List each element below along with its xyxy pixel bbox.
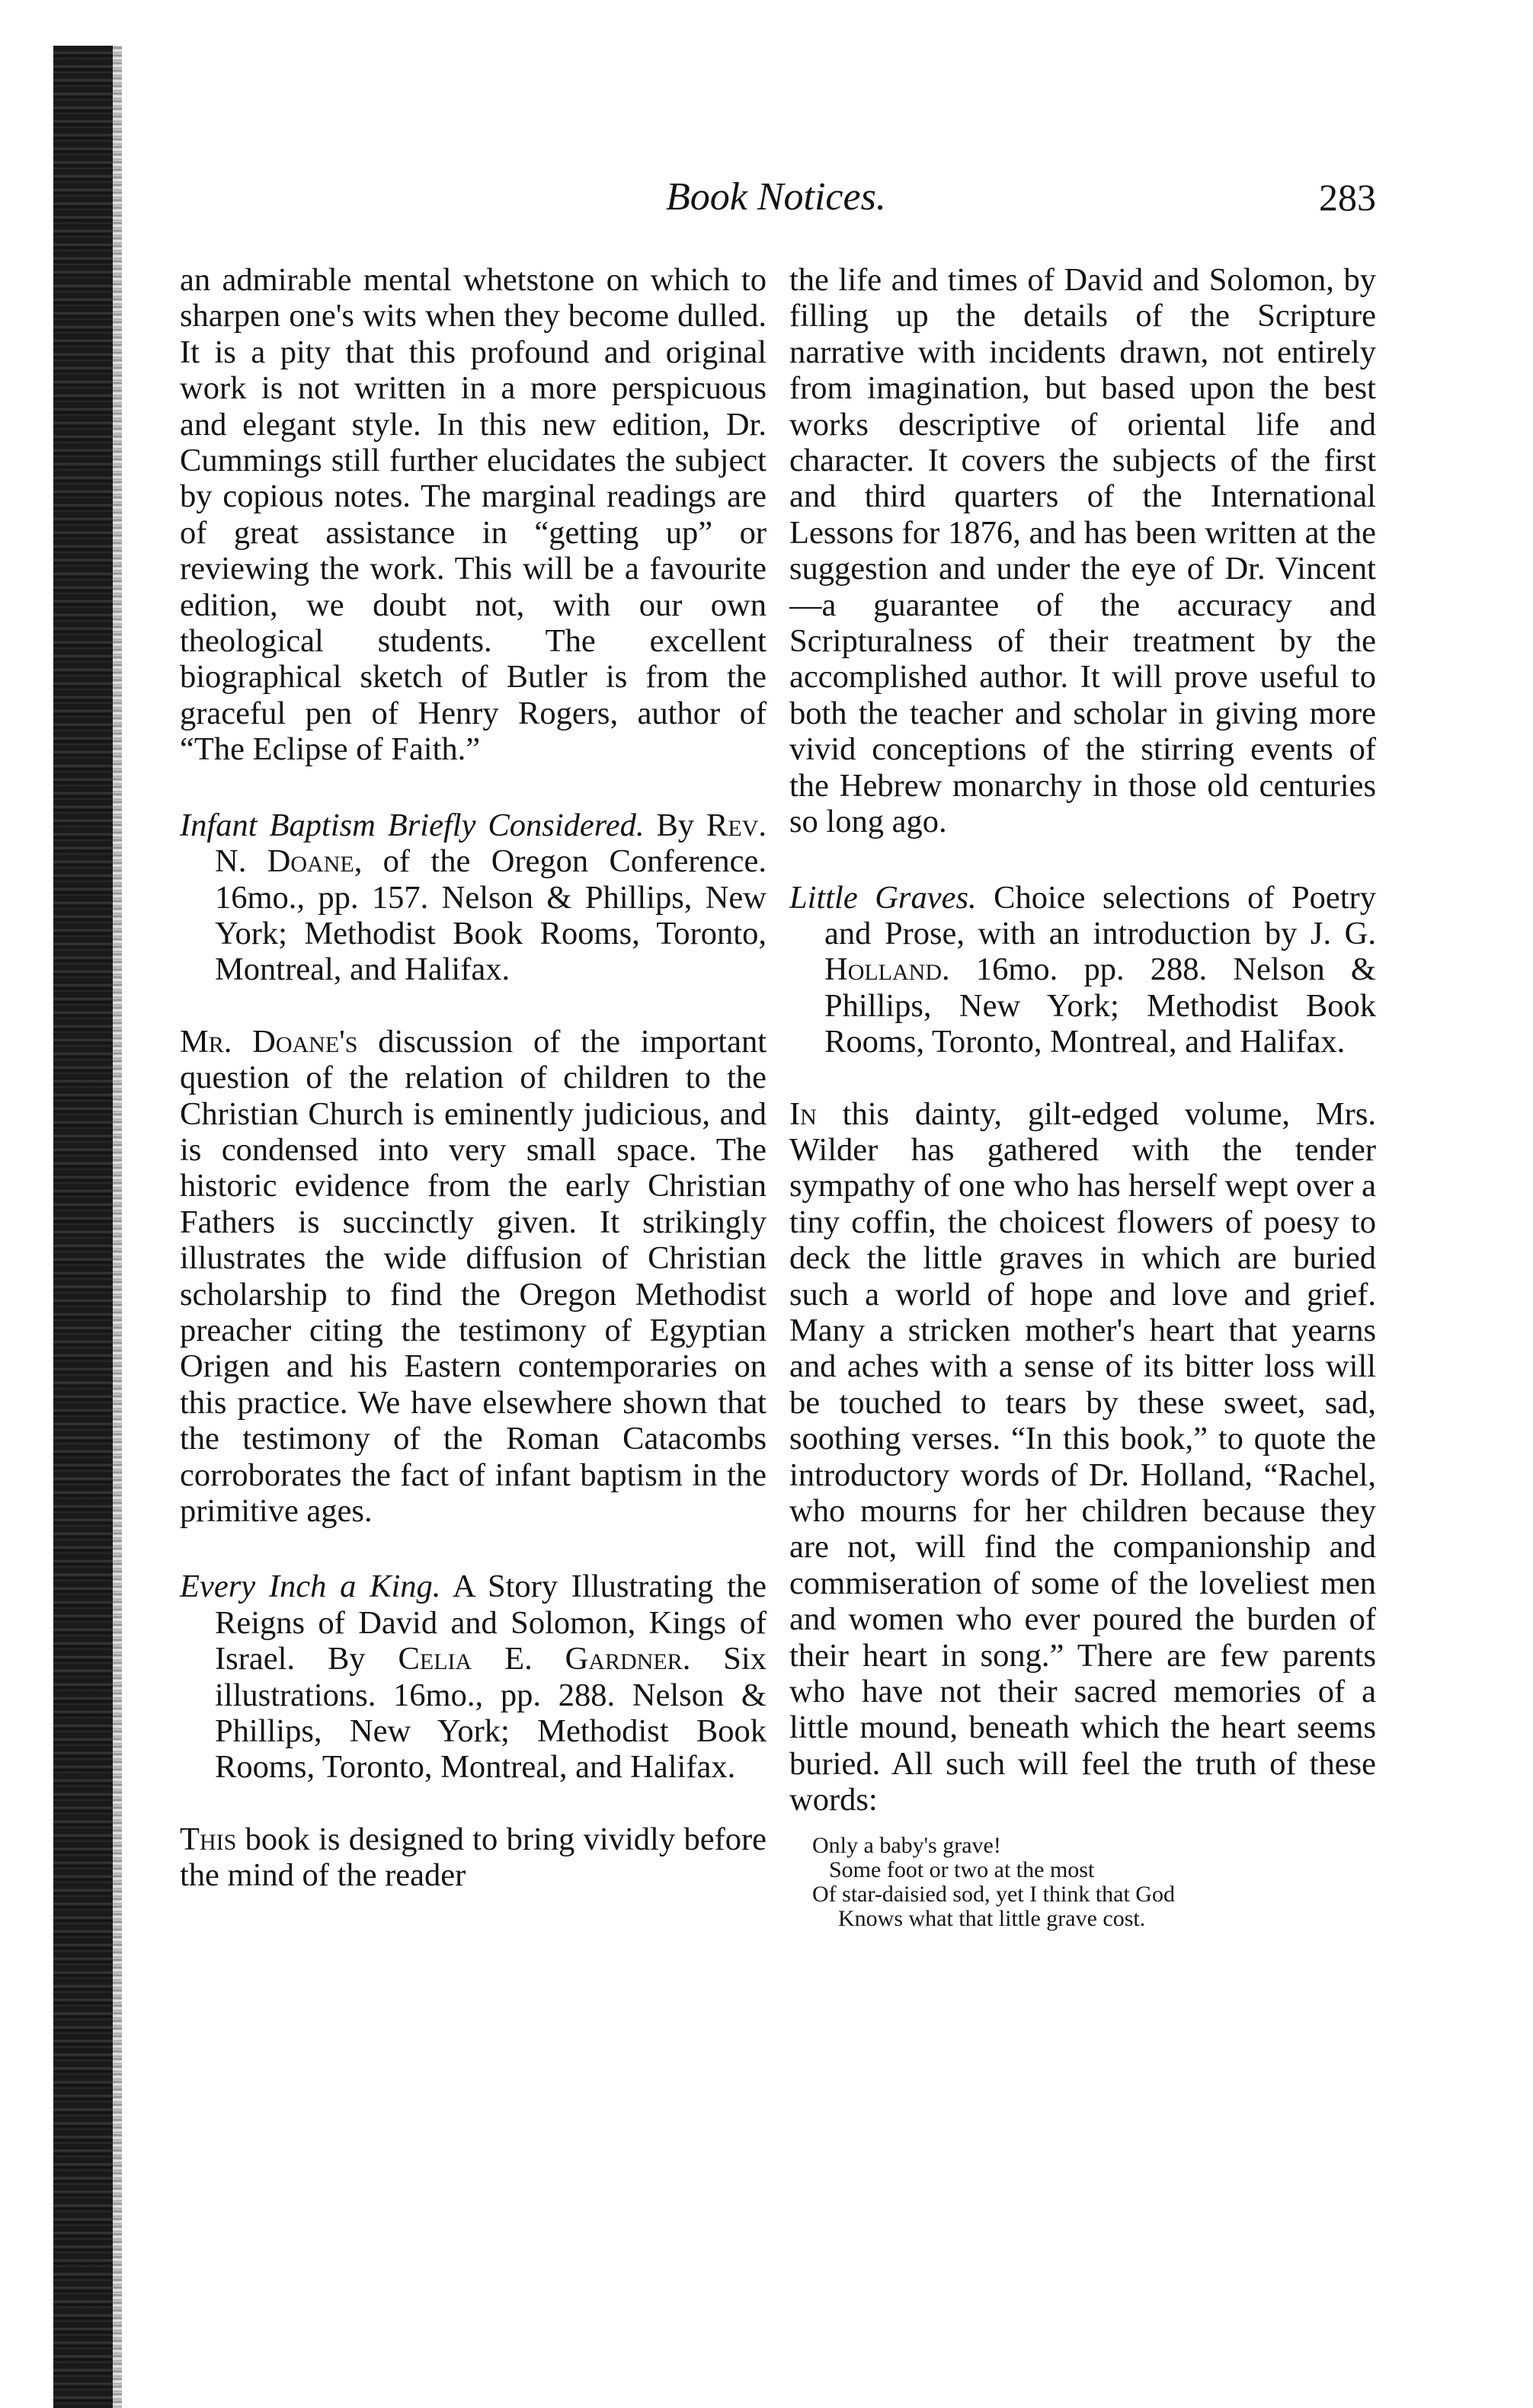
review-lead: This <box>180 1821 237 1857</box>
poem-line: Only a baby's grave! <box>812 1832 1001 1858</box>
review-paragraph <box>180 1821 766 1894</box>
review-paragraph <box>789 1096 1376 1818</box>
poem-line: Knows what that little grave cost. <box>838 1905 1146 1931</box>
review-text: this dainty, gilt-edged volume, Mrs. Wilder has gathered with the tender sympathy of one who has herself wept over a tiny coffin, the choicest flowers of poesy to deck the little graves in which are buried such a world of hope and love and grief. Many a stricken mother's heart that yearns and aches with a sense of its bitter loss will be touched to tears by these sweet, sad, soothing verses. “In this book,” to quote the introductory words of Dr. Holland, “Rachel, who mourns for her children because they are not, will find the companionship and commiseration of some of the loveliest men and women who ever poured the burden of their heart in song.” There are few parents who have not their sacred memories of a little mound, beneath which the heart seems buried. All such will feel the truth of these words: <box>789 1095 1376 1818</box>
review-text: discussion of the important question of the relation of children to the Christian Church is eminently judicious, and is condensed into very small space. The historic evidence from the early Christian Fathers is succinctly given. It strikingly illustrates the wide diffusion of Christian scholarship to find the Oregon Methodist preacher citing the testimony of Egyptian Origen and his Eastern contemporaries on this practice. We have elsewhere shown that the testimony of the Roman Catacombs corroborates the fact of infant baptism in the primitive ages. <box>180 1023 767 1529</box>
page-header <box>180 171 1376 224</box>
review-lead: In <box>789 1095 817 1132</box>
book-notice-every-inch-a-king <box>180 1569 766 1785</box>
review-text: book is designed to bring vividly before the mind of the reader <box>180 1821 766 1894</box>
book-title: Every Inch a King. <box>180 1569 441 1605</box>
notice-text: , of the Oregon Conference. 16mo., pp. 157. Nelson & Phillips, New York; Methodist Book Rooms, Toronto, Montreal, and Halifax. <box>215 843 766 988</box>
poem-quote <box>789 1834 1376 1931</box>
book-title: Little Graves. <box>789 879 977 916</box>
notice-text: By <box>644 807 707 843</box>
notice-text: . Six illustrations. 16mo., pp. 288. Nelson & Phillips, New York; Methodist Book Rooms, Toronto, Montreal, and Halifax. <box>215 1641 766 1786</box>
book-notice-infant-baptism <box>180 807 766 988</box>
book-author: Celia E. Gardner <box>398 1641 683 1677</box>
review-lead: Mr. Doane's <box>180 1023 358 1060</box>
book-spine-edge <box>53 46 113 2408</box>
right-column <box>789 262 1376 1931</box>
book-author: J. G. Holland <box>824 915 1376 988</box>
running-head: Book Notices. <box>666 175 886 219</box>
notice-text: A Story Illustrating the Reigns of David and Solomon, Kings of Israel. By <box>215 1569 766 1677</box>
left-column <box>180 262 766 1894</box>
notice-text: . 16mo. pp. 288. Nelson & Phillips, New York; Methodist Book Rooms, Toronto, Montreal, and Halifax. <box>824 951 1376 1060</box>
continued-paragraph: an admirable mental whetstone on which to sharpen one's wits when they become dulled. It is a pity that this profound and original work is not written in a more perspicuous and elegant style. In this new edition, Dr. Cummings still further elucidates the subject by copious notes. The marginal readings are of great assistance in “getting up” or reviewing the work. This will be a favourite edition, we doubt not, with our own theological students. The excellent biographical sketch of Butler is from the graceful pen of Henry Rogers, author of “The Eclipse of Faith.” <box>180 262 766 768</box>
poem-line: Some foot or two at the most <box>829 1856 1095 1882</box>
poem-line: Of star-daisied sod, yet I think that God <box>812 1881 1175 1907</box>
book-notice-little-graves <box>789 880 1376 1060</box>
book-title: Infant Baptism Briefly Considered. <box>180 807 645 843</box>
notice-text: Choice selections of Poetry and Prose, with an introduction by <box>824 879 1377 951</box>
continued-paragraph: the life and times of David and Solomon, by filling up the details of the Scripture narrative with incidents drawn, not entirely from imagination, but based upon the best works descriptive of oriental life and character. It covers the subjects of the first and third quarters of the International Lessons for 1876, and has been written at the suggestion and under the eye of Dr. Vincent—a guarantee of the accuracy and Scripturalness of their treatment by the accomplished author. It will prove useful to both the teacher and scholar in giving more vivid conceptions of the stirring events of the Hebrew monarchy in those old centuries so long ago. <box>789 262 1376 840</box>
page-number: 283 <box>1319 176 1376 219</box>
review-paragraph <box>180 1024 766 1530</box>
book-author: Rev. N. Doane <box>215 807 766 880</box>
